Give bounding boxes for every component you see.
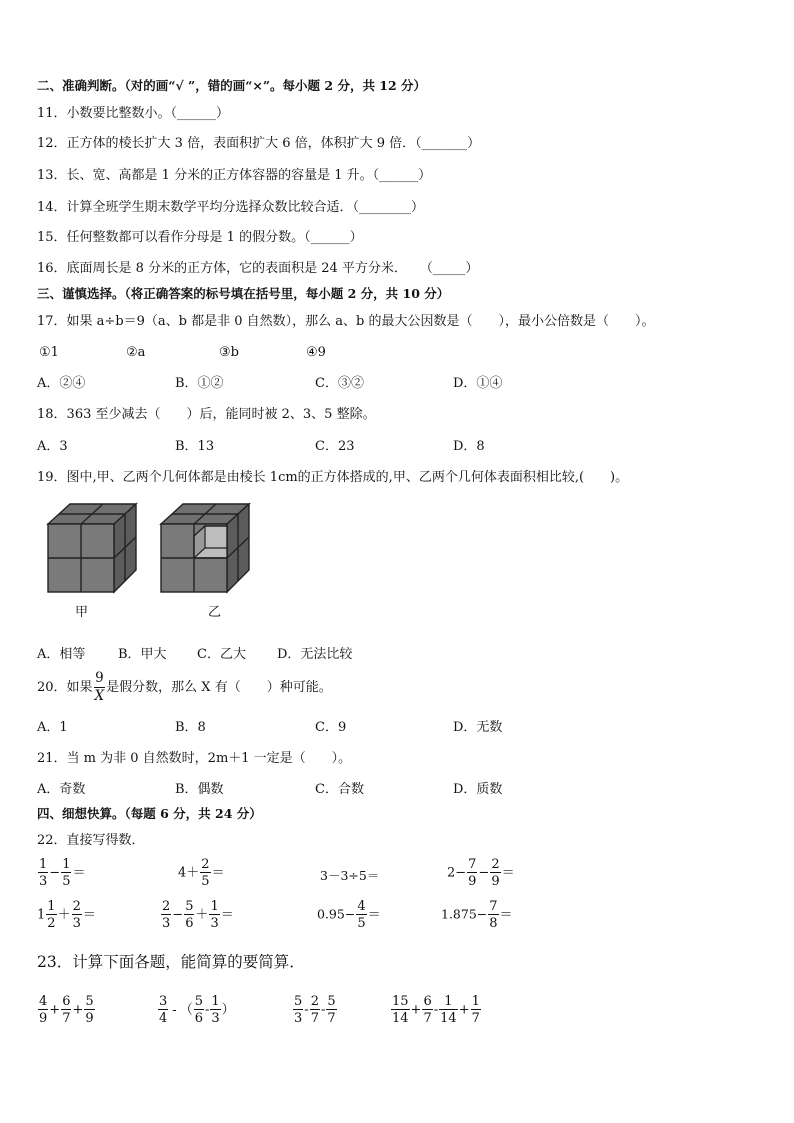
figure-jia-label: 甲: [75, 605, 89, 620]
q23-expr-4: [390, 995, 482, 1025]
numerator: 2: [201, 857, 210, 872]
numerator: 2: [310, 994, 319, 1009]
numerator: 5: [327, 994, 336, 1009]
operator: +: [49, 1002, 61, 1018]
denominator: 14: [440, 1011, 457, 1026]
numerator: 1: [439, 995, 458, 1010]
q22-expr-5: [37, 900, 96, 930]
equals: ＝: [501, 865, 515, 881]
numerator: 4: [357, 899, 366, 914]
figure-yi-cube: [153, 500, 258, 600]
q22-expr-7: [317, 900, 381, 930]
denominator: 7: [62, 1011, 71, 1026]
denominator: 9: [85, 1011, 94, 1026]
question-21: 21．当 m 为非 0 自然数时，2m＋1 一定是（ ）。: [37, 751, 352, 766]
denominator: 9: [39, 1011, 48, 1026]
q20-denominator: X: [94, 687, 105, 704]
q22-expr-4: [447, 858, 515, 888]
q20-choice-b: B．8: [175, 720, 206, 735]
q20-choice-a: A．1: [37, 720, 68, 735]
denominator: 5: [62, 874, 71, 889]
operator: -: [204, 1002, 210, 1018]
left-paren: （: [179, 1002, 193, 1018]
q20-numerator: 9: [95, 670, 104, 686]
q21-choice-b: B．偶数: [175, 782, 224, 797]
equals: ＝: [499, 907, 513, 923]
figure-yi-label: 乙: [208, 605, 222, 620]
denominator: 5: [201, 874, 210, 889]
denominator: 9: [491, 874, 500, 889]
q20-prefix: 20．如果: [37, 680, 93, 695]
operator: +: [410, 1002, 422, 1018]
question-17: 17．如果 a÷b＝9（a、b 都是非 0 自然数），那么 a、b 的最大公因数是（ ），最小公倍数是（ ）。: [37, 314, 655, 329]
q17-choice-a: A．②④: [37, 376, 86, 391]
prefix: 1.875−: [441, 906, 488, 922]
q22-expr-3: 3－3÷5＝: [320, 868, 380, 883]
right-paren: ）: [221, 1002, 235, 1018]
numerator: 2: [72, 899, 81, 914]
question-20: [37, 672, 332, 703]
section-2-heading: 二、准确判断。（对的画“√ ”，错的画“×”。每小题 2 分，共 12 分）: [37, 78, 427, 93]
question-16: 16．底面周长是 8 分米的正方体，它的表面积是 24 平方分米． （_____）: [37, 261, 479, 276]
question-15: 15．任何整数都可以看作分母是 1 的假分数。（______）: [37, 230, 363, 245]
numerator: 5: [294, 994, 303, 1009]
numerator: 1: [39, 857, 48, 872]
numerator: 6: [423, 994, 432, 1009]
question-23: 23．计算下面各题，能简算的要简算．: [37, 953, 305, 971]
numerator: 6: [62, 994, 71, 1009]
operator: −: [172, 907, 184, 923]
q18-choice-b: B．13: [175, 439, 215, 454]
operator: -: [320, 1002, 326, 1018]
denominator: 14: [392, 1011, 409, 1026]
denominator: 4: [159, 1011, 168, 1026]
denominator: 6: [185, 916, 194, 931]
q17-option-2: ②a: [126, 345, 146, 360]
denominator: 9: [468, 874, 477, 889]
operator: -: [433, 1002, 439, 1018]
question-11: 11．小数要比整数小。（______）: [37, 106, 230, 121]
numerator: 4: [39, 994, 48, 1009]
numerator: 15: [392, 994, 409, 1009]
question-18: 18．363 至少减去（ ）后，能同时被 2、3、5 整除。: [37, 407, 376, 422]
q18-choice-d: D．8: [453, 439, 485, 454]
numerator: 1: [471, 994, 480, 1009]
equals: ＝: [367, 907, 381, 923]
whole-number: 1: [37, 907, 46, 923]
numerator: 2: [162, 899, 171, 914]
question-13: 13．长、宽、高都是 1 分米的正方体容器的容量是 1 升。（______）: [37, 168, 432, 183]
prefix: 4＋: [178, 865, 200, 881]
operator: ＋: [195, 907, 209, 923]
q19-choice-d: D．无法比较: [277, 647, 353, 662]
q17-option-4: ④9: [306, 345, 326, 360]
denominator: 5: [357, 916, 366, 931]
q19-choice-b: B．甲大: [118, 647, 167, 662]
numerator: 1: [47, 899, 56, 914]
question-14: 14．计算全班学生期末数学平均分选择众数比较合适．（________）: [37, 200, 425, 215]
q21-choice-a: A．奇数: [37, 782, 86, 797]
operator: -: [304, 1002, 309, 1018]
q18-choice-a: A．3: [37, 439, 68, 454]
denominator: 3: [211, 1011, 220, 1026]
q17-choice-d: D．①④: [453, 376, 503, 391]
numerator: 3: [159, 994, 168, 1009]
denominator: 3: [39, 874, 48, 889]
operator: +: [458, 1002, 470, 1018]
section-3-heading: 三、谨慎选择。（将正确答案的标号填在括号里，每小题 2 分，共 10 分）: [37, 286, 450, 301]
denominator: 7: [423, 1011, 432, 1026]
numerator: 1: [62, 857, 71, 872]
section-4-heading: 四、细想快算。（每题 6 分，共 24 分）: [37, 806, 262, 821]
q20-fraction: [94, 672, 106, 703]
q21-choice-c: C．合数: [315, 782, 364, 797]
q21-choice-d: D．质数: [453, 782, 503, 797]
equals: ＝: [220, 907, 234, 923]
operator: ＋: [57, 907, 71, 923]
numerator: 5: [85, 994, 94, 1009]
q22-expr-1: [37, 858, 85, 888]
numerator: 5: [194, 994, 203, 1009]
denominator: 7: [310, 1011, 319, 1026]
q19-choice-c: C．乙大: [197, 647, 246, 662]
operator: −: [49, 865, 61, 881]
numerator: 1: [211, 994, 220, 1009]
q23-expr-1: [37, 995, 96, 1025]
q20-choice-c: C．9: [315, 720, 347, 735]
denominator: 6: [194, 1011, 203, 1026]
numerator: 2: [491, 857, 500, 872]
numerator: 1: [210, 899, 219, 914]
q17-option-1: ①1: [39, 345, 59, 360]
operator: −: [478, 865, 490, 881]
denominator: 7: [471, 1011, 480, 1026]
equals: ＝: [82, 907, 96, 923]
q17-choice-c: C．③②: [315, 376, 364, 391]
numerator: 7: [468, 857, 477, 872]
q22-expr-8: [441, 900, 513, 930]
denominator: 3: [210, 916, 219, 931]
denominator: 3: [72, 916, 81, 931]
q23-expr-3: [292, 995, 338, 1025]
q20-choice-d: D．无数: [453, 720, 503, 735]
numerator: 7: [489, 899, 498, 914]
question-22: 22．直接写得数．: [37, 833, 145, 848]
denominator: 7: [327, 1011, 336, 1026]
denominator: 2: [47, 916, 56, 931]
prefix: 2−: [447, 865, 467, 881]
denominator: 3: [294, 1011, 303, 1026]
q17-choice-b: B．①②: [175, 376, 224, 391]
q22-expr-2: [178, 858, 225, 888]
denominator: 8: [489, 916, 498, 931]
q17-option-3: ③b: [219, 345, 239, 360]
question-12: 12．正方体的棱长扩大 3 倍，表面积扩大 6 倍，体积扩大 9 倍．（_______）: [37, 136, 481, 151]
question-19: 19．图中,甲、乙两个几何体都是由棱长 1cm的正方体搭成的,甲、乙两个几何体表面积相比较,( )。: [37, 470, 629, 485]
q20-suffix: 是假分数，那么 X 有（ ）种可能。: [106, 680, 332, 695]
prefix: 0.95−: [317, 906, 356, 922]
operator: -: [172, 1002, 177, 1018]
denominator: 3: [162, 916, 171, 931]
q19-choice-a: A．相等: [37, 647, 86, 662]
q22-expr-6: [160, 900, 234, 930]
q23-expr-2: [157, 995, 235, 1025]
q18-choice-c: C．23: [315, 439, 355, 454]
operator: +: [72, 1002, 84, 1018]
figure-jia-cube: [40, 500, 140, 600]
numerator: 5: [185, 899, 194, 914]
equals: ＝: [72, 865, 86, 881]
equals: ＝: [211, 865, 225, 881]
